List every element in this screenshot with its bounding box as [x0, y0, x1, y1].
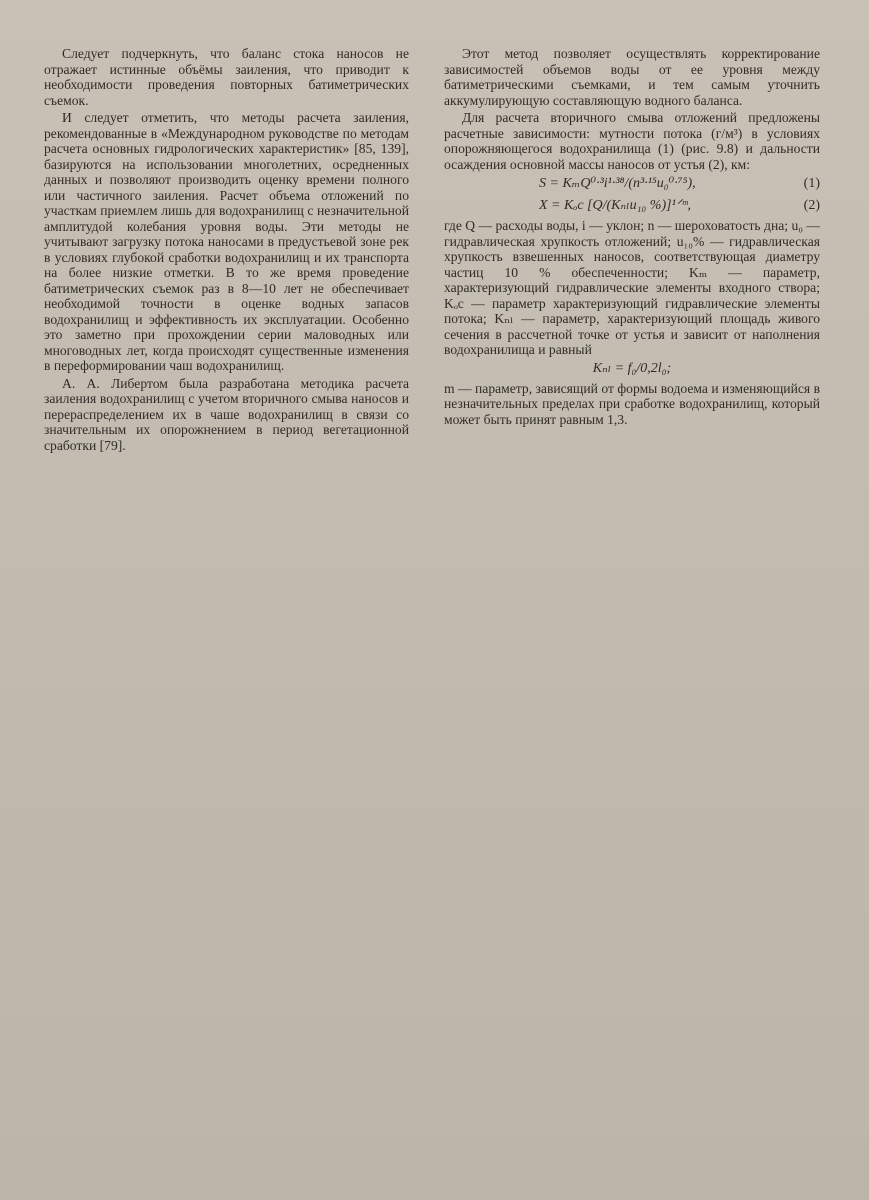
paragraph-bathymetry-note: Следует подчеркнуть, что баланс стока наносов не отражает истинные объёмы заиления, что приводит к необходимости проведения повторных батиметрических съемок. — [44, 46, 409, 108]
equation-1-number: (1) — [803, 176, 820, 191]
paragraph-method-benefit: Этот метод позволяет осуществлять корректирование зависимостей объемов воды от ее уровня между батиметрическими съемками, и тем самым уточнить аккумулирующую составляющую водного баланса. — [444, 46, 820, 108]
equation-1-expression: S = KₘQ⁰·³i¹·³⁸/(n³·¹⁵u₀⁰·⁷⁵), — [539, 176, 696, 191]
equation-1 — [444, 174, 820, 194]
paragraph-parameter-m: m — параметр, зависящий от формы водоема и изменяющийся в незначительных пределах при сработке водохранилищ, который может быть принят равным 1,3. — [444, 380, 820, 427]
paragraph-libert-method: А. А. Либертом была разработана методика расчета заиления водохранилищ с учетом вторичного смыва наносов и перераспределением их в чаше водохранилищ в связи со значительным их опорожнением в период вегетационной сработки [79]. — [44, 375, 409, 453]
equation-2-number: (2) — [803, 198, 820, 213]
equation-3 — [444, 359, 820, 379]
paragraph-siltation-methods: И следует отметить, что методы расчета заиления, рекомендованные в «Международном руководстве по методам расчета основных гидрологических характеристик» [85, 139], базируются на использовании многолетних, осредненных данных и позволяют производить оценку времени полного или частичного заиления. Расчет объема отложений по участкам приемлем лишь для водохранилищ с незначительной амплитудой колебания уровня воды. Эти методы не учитывают загрузку потока наносами в предустьевой зоне рек в условиях глубокой сработки водохранилищ и их транспорта на более низкие отметки. В то же время проведение батиметрических съемок раз в 8—10 лет не обеспечивает необходимой точности в оценке водных запасов водохранилищ и эффективность их эксплуатации. Особенно это заметно при прохождении серии маловодных или многоводных лет, когда происходят существенные изменения в переформировании чаш водохранилищ. — [44, 110, 409, 373]
left-column — [44, 46, 409, 453]
equation-3-expression: Kₙₗ = f₀/0,2l₀; — [592, 360, 672, 376]
paragraph-variable-definitions: где Q — расходы воды, i — уклон; n — шероховатость дна; u₀ — гидравлическая хрупкость отложений; u₁₀% — гидравлическая хрупкость взвешенных наносов, соответствующая диаметру частиц 10 % обеспеченности; Kₘ — параметр, характеризующий гидравлические элементы входного створа; Kₒc — параметр характеризующий гидравлические элементы потока; Kₙₗ — параметр, характеризующий площадь живого сечения в рассчетной точке от устья и зависит от наполнения водохранилища и равный — [444, 218, 820, 357]
right-column — [444, 46, 820, 427]
paragraph-formula-intro: Для расчета вторичного смыва отложений предложены расчетные зависимости: мутности потока (г/м³) в условиях опорожняющегося водохранилища (1) (рис. 9.8) и дальности осаждения основной массы наносов от устья (2), км: — [444, 110, 820, 172]
equation-2-expression: X = Kₒc [Q/(Kₙₗu₁₀ %)]¹ᐟᵐ, — [539, 198, 692, 213]
equation-2 — [444, 196, 820, 216]
